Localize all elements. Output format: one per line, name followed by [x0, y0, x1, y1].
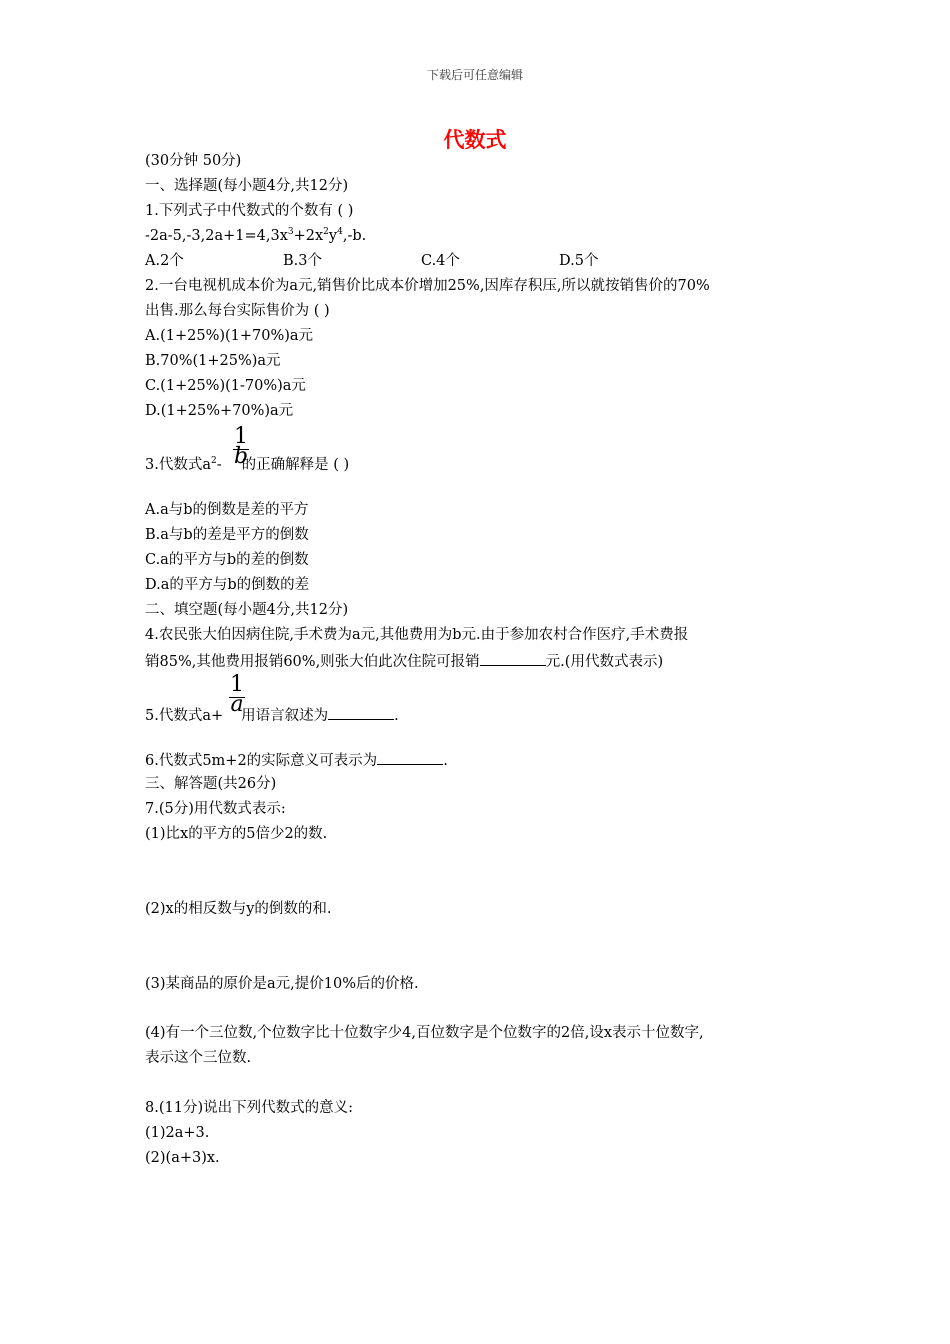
section-1-heading: 一、选择题(每小题4分,共12分): [145, 178, 349, 194]
header-note: 下载后可任意编辑: [426, 68, 523, 82]
q7-part-1: (1)比x的平方的5倍少2的数.: [145, 826, 328, 842]
q4-answer-blank[interactable]: [480, 651, 546, 666]
q8-stem: 8.(11分)说出下列代数式的意义:: [145, 1100, 353, 1116]
section-2-heading: 二、填空题(每小题4分,共12分): [145, 602, 349, 618]
q1-option-b: B.3个: [283, 253, 322, 269]
q7-part-4-line2: 表示这个三位数.: [145, 1050, 252, 1066]
q3-fraction-numerator: 1: [234, 424, 248, 449]
q1-option-a: A.2个: [145, 253, 184, 269]
q5-fraction-numerator: 1: [230, 672, 244, 697]
q5-answer-blank[interactable]: [328, 705, 394, 720]
q2-option-b: B.70%(1+25%)a元: [145, 353, 281, 369]
q2-stem-line2: 出售.那么每台实际售价为 ( ): [145, 303, 330, 319]
q3-option-b: B.a与b的差是平方的倒数: [145, 527, 309, 543]
q3-fraction-denominator: b: [233, 444, 249, 469]
q2-option-a: A.(1+25%)(1+70%)a元: [145, 328, 314, 344]
q8-part-1: (1)2a+3.: [145, 1125, 210, 1141]
q7-part-3: (3)某商品的原价是a元,提价10%后的价格.: [145, 976, 419, 992]
q5-fraction: [228, 674, 246, 716]
q6-answer-blank[interactable]: [377, 750, 443, 765]
q2-stem-line1: 2.一台电视机成本价为a元,销售价比成本价增加25%,因库存积压,所以就按销售价的70%: [145, 278, 710, 294]
q1-expressions: $-2a-5,-3,2a+1=4,3x^3+2x^2y^4,-b$.: [145, 227, 367, 244]
q8-part-2: (2)(a+3)x.: [145, 1150, 220, 1166]
q2-option-c: C.(1+25%)(1-70%)a元: [145, 378, 306, 394]
q6-stem: 6.代数式5m+2的实际意义可表示为 .: [145, 750, 448, 770]
q1-stem: 1.下列式子中代数式的个数有 ( ): [145, 203, 354, 219]
page-title: 代数式: [443, 127, 507, 152]
q3-fraction: [232, 426, 250, 468]
q4-line2: 销85%,其他费用报销60%,则张大伯此次住院可报销 元.(用代数式表示): [145, 651, 663, 671]
time-score: (30分钟 50分): [145, 153, 242, 169]
q3-option-a: A.a与b的倒数是差的平方: [145, 502, 309, 518]
q1-option-c: C.4个: [421, 253, 460, 269]
q2-option-d: D.(1+25%+70%)a元: [145, 403, 294, 419]
q3-option-d: D.a的平方与b的倒数的差: [145, 577, 310, 593]
q7-part-4-line1: (4)有一个三位数,个位数字比十位数字少4,百位数字是个位数字的2倍,设x表示十位数字,: [145, 1025, 704, 1041]
q7-part-2: (2)x的相反数与y的倒数的和.: [145, 901, 332, 917]
q7-stem: 7.(5分)用代数式表示:: [145, 801, 286, 817]
q3-option-c: C.a的平方与b的差的倒数: [145, 552, 309, 568]
q1-option-d: D.5个: [559, 253, 599, 269]
q1-options: [145, 252, 697, 270]
q5-fraction-denominator: a: [230, 692, 244, 717]
q3-stem: 3.代数式$a^2-$ 的正确解释是 ( ): [145, 456, 350, 473]
section-3-heading: 三、解答题(共26分): [145, 776, 277, 792]
q5-stem: 5.代数式a+ 用语言叙述为 .: [145, 705, 399, 725]
q4-line1: 4.农民张大伯因病住院,手术费为a元,其他费用为b元.由于参加农村合作医疗,手术费报: [145, 627, 689, 643]
